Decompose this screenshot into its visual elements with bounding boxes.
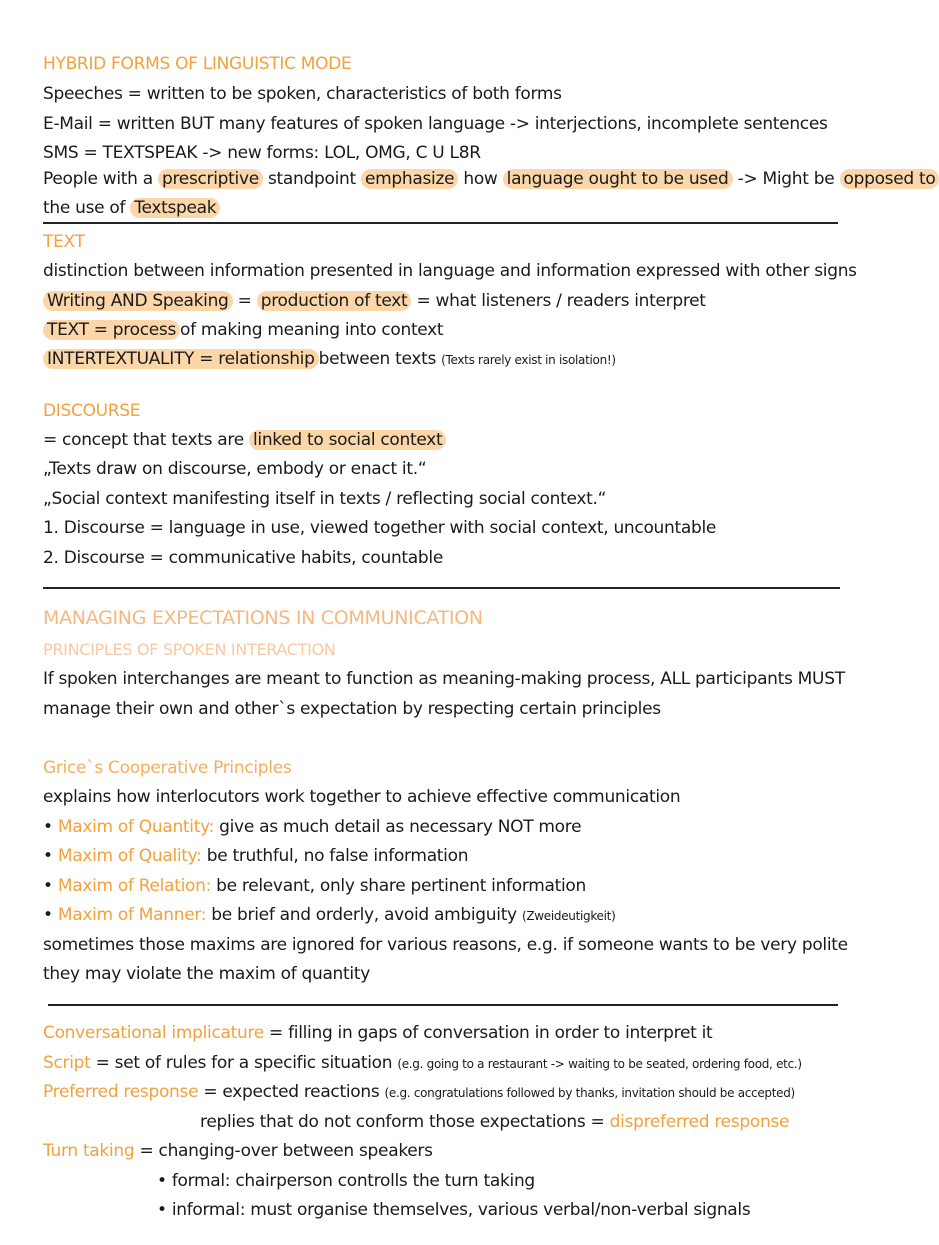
section-heading-text: TEXT [43, 232, 85, 252]
text-fragment: = [237, 291, 252, 311]
email-line: E-Mail = written BUT many features of spoken language -> interjections, incomplete sentences [43, 114, 828, 134]
highlight: Writing AND Speaking [43, 291, 233, 311]
highlight: TEXT = process [43, 320, 180, 340]
section-heading-hybrid: HYBRID FORMS OF LINGUISTIC MODE [43, 54, 352, 74]
definition: = changing-over between speakers [139, 1141, 433, 1161]
text-fragment: = concept that texts are [43, 430, 244, 450]
maxim-name: Maxim of Quality: [57, 846, 202, 866]
bullet: • [43, 905, 53, 925]
managing-para-2: manage their own and other`s expectation by respecting certain principles [43, 699, 661, 719]
quote-2: „Social context manifesting itself in texts / reflecting social context.“ [43, 489, 607, 509]
managing-para-1: If spoken interchanges are meant to function as meaning-making process, ALL participants MUST [43, 669, 845, 689]
intertextuality-line [43, 348, 616, 371]
grice-intro: explains how interlocutors work together to achieve effective communication [43, 787, 681, 807]
divider [48, 1004, 838, 1006]
maxim-desc: be brief and orderly, avoid ambiguity [211, 905, 517, 925]
process-line [43, 319, 443, 341]
textspeak-line [43, 197, 220, 219]
maxim-desc: be truthful, no false information [206, 846, 469, 866]
maxim-desc: give as much detail as necessary NOT more [219, 817, 582, 837]
text-fragment: = what listeners / readers interpret [416, 291, 706, 311]
text-fragment: -> Might be [737, 169, 835, 189]
section-heading-discourse: DISCOURSE [43, 401, 141, 421]
script-line [43, 1052, 802, 1075]
sms-line: SMS = TEXTSPEAK -> new forms: LOL, OMG, C U L8R [43, 143, 481, 163]
text-fragment: how [463, 169, 498, 189]
concept-line [43, 429, 446, 451]
maxim-relation [43, 875, 586, 897]
grice-outro-1: sometimes those maxims are ignored for various reasons, e.g. if someone wants to be very polite [43, 935, 848, 955]
turn-informal: • informal: must organise themselves, various verbal/non-verbal signals [157, 1200, 751, 1220]
text-fragment: the use of [43, 198, 126, 218]
maxim-manner [43, 904, 615, 927]
grice-outro-2: they may violate the maxim of quantity [43, 964, 370, 984]
grice-heading: Grice`s Cooperative Principles [43, 758, 292, 778]
definition-1: 1. Discourse = language in use, viewed together with social context, uncountable [43, 518, 717, 538]
definition-2: 2. Discourse = communicative habits, countable [43, 548, 443, 568]
implicature-line [43, 1022, 712, 1044]
maxim-name: Maxim of Quantity: [57, 817, 215, 837]
divider [43, 587, 840, 589]
maxim-name: Maxim of Manner: [57, 905, 207, 925]
highlight: Textspeak [130, 198, 220, 218]
speeches-line: Speeches = written to be spoken, characteristics of both forms [43, 84, 562, 104]
prescriptive-line [43, 168, 939, 190]
highlight: language ought to be used [503, 169, 733, 189]
writing-speaking-line [43, 290, 706, 312]
maxim-desc: be relevant, only share pertinent information [216, 876, 586, 896]
text-fragment: between texts [318, 349, 437, 369]
highlight: production of text [257, 291, 412, 311]
note: (Zweideutigkeit) [521, 909, 616, 923]
highlight: prescriptive [158, 169, 263, 189]
term: Preferred response [43, 1082, 199, 1102]
term: Turn taking [43, 1141, 135, 1161]
note: (e.g. going to a restaurant -> waiting to be seated, ordering food, etc.) [397, 1057, 802, 1071]
note: (e.g. congratulations followed by thanks, invitation should be accepted) [384, 1086, 795, 1100]
divider [43, 222, 838, 224]
definition: replies that do not conform those expectations = [200, 1112, 605, 1132]
quote-1: „Texts draw on discourse, embody or enact it.“ [43, 459, 427, 479]
highlight: linked to social context [249, 430, 446, 450]
dispreferred-line [200, 1111, 789, 1133]
definition: = expected reactions [203, 1082, 380, 1102]
definition: = filling in gaps of conversation in order to interpret it [269, 1023, 713, 1043]
preferred-line [43, 1081, 795, 1104]
bullet: • [43, 876, 53, 896]
maxim-quantity [43, 816, 581, 838]
turn-formal: • formal: chairperson controlls the turn taking [157, 1171, 535, 1191]
note: (Texts rarely exist in isolation!) [441, 353, 616, 367]
term: Conversational implicature [43, 1023, 264, 1043]
bullet: • [43, 817, 53, 837]
subheading-principles: PRINCIPLES OF SPOKEN INTERACTION [43, 640, 336, 659]
maxim-name: Maxim of Relation: [57, 876, 212, 896]
maxim-quality [43, 845, 468, 867]
term: Script [43, 1053, 91, 1073]
turn-taking-line [43, 1140, 433, 1162]
definition: = set of rules for a specific situation [95, 1053, 393, 1073]
highlight: INTERTEXTUALITY = relationship [43, 349, 319, 369]
text-fragment: People with a [43, 169, 153, 189]
highlight: emphasize [361, 169, 458, 189]
bullet: • [43, 846, 53, 866]
text-fragment: of making meaning into context [180, 320, 444, 340]
section-heading-managing: MANAGING EXPECTATIONS IN COMMUNICATION [43, 607, 483, 629]
term: dispreferred response [609, 1112, 790, 1132]
distinction-line: distinction between information presented in language and information expressed with other signs [43, 261, 857, 281]
text-fragment: standpoint [267, 169, 356, 189]
highlight: opposed to [840, 169, 939, 189]
